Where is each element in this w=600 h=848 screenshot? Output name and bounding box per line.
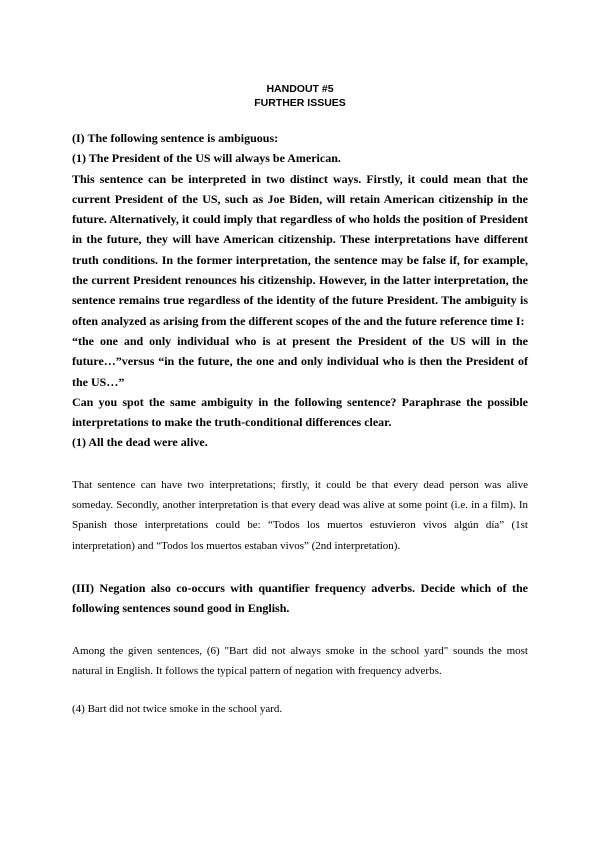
section-1-body: This sentence can be interpreted in two distinct ways. Firstly, it could mean that the current President of the US, such as Joe Biden, will retain American citizenship in the future. Alternatively, it could imply that regardless of who holds the position of President in the future, they will have American citizenship. These interpretations have different truth conditions. In the former interpretation, the sentence may be false if, for example, the current President renounces his citizenship. However, in the latter interpretation, the sentence remains true regardless of the identity of the future President. The ambiguity is often analyzed as arising from the different scopes of the and the future reference time I:	[72, 171, 528, 328]
section-1-heading: (I) The following sentence is ambiguous:	[72, 131, 279, 145]
section-1-quote: “the one and only individual who is at present the President of the US will in the future…”versus “in the future, the one and only individual who is then the President of the US…”	[72, 333, 528, 389]
answer-3: Among the given sentences, (6) "Bart did not always smoke in the school yard" sounds the most natural in English. It follows the typical pattern of negation with frequency adverbs.	[72, 644, 528, 677]
section-1-question: Can you spot the same ambiguity in the following sentence? Paraphrase the possible interpretations to make the truth-conditional differences clear.	[72, 394, 528, 430]
handout-title: HANDOUT #5	[266, 83, 334, 95]
answer-1: That sentence can have two interpretations; firstly, it could be that every dead person was alive someday. Secondly, another interpretation is that every dead was alive at some point (i.e. in a film). In Spanish those interpretations could be: “Todos los muertos estuvieron vivos algún día” (1st interpretation) and “Todos los muertos estaban vivos” (2nd interpretation).	[72, 478, 528, 552]
example-sentence-1: (1) The President of the US will always be American.	[72, 151, 341, 166]
handout-subtitle: FURTHER ISSUES	[254, 97, 346, 109]
example-sentence-4: (4) Bart did not twice smoke in the school yard.	[72, 703, 283, 716]
section-3-heading: (III) Negation also co-occurs with quantifier frequency adverbs. Decide which of the following sentences sound good in English.	[72, 580, 528, 616]
example-sentence-2: (1) All the dead were alive.	[72, 435, 208, 450]
section-1	[72, 128, 528, 453]
document-page	[72, 82, 528, 719]
